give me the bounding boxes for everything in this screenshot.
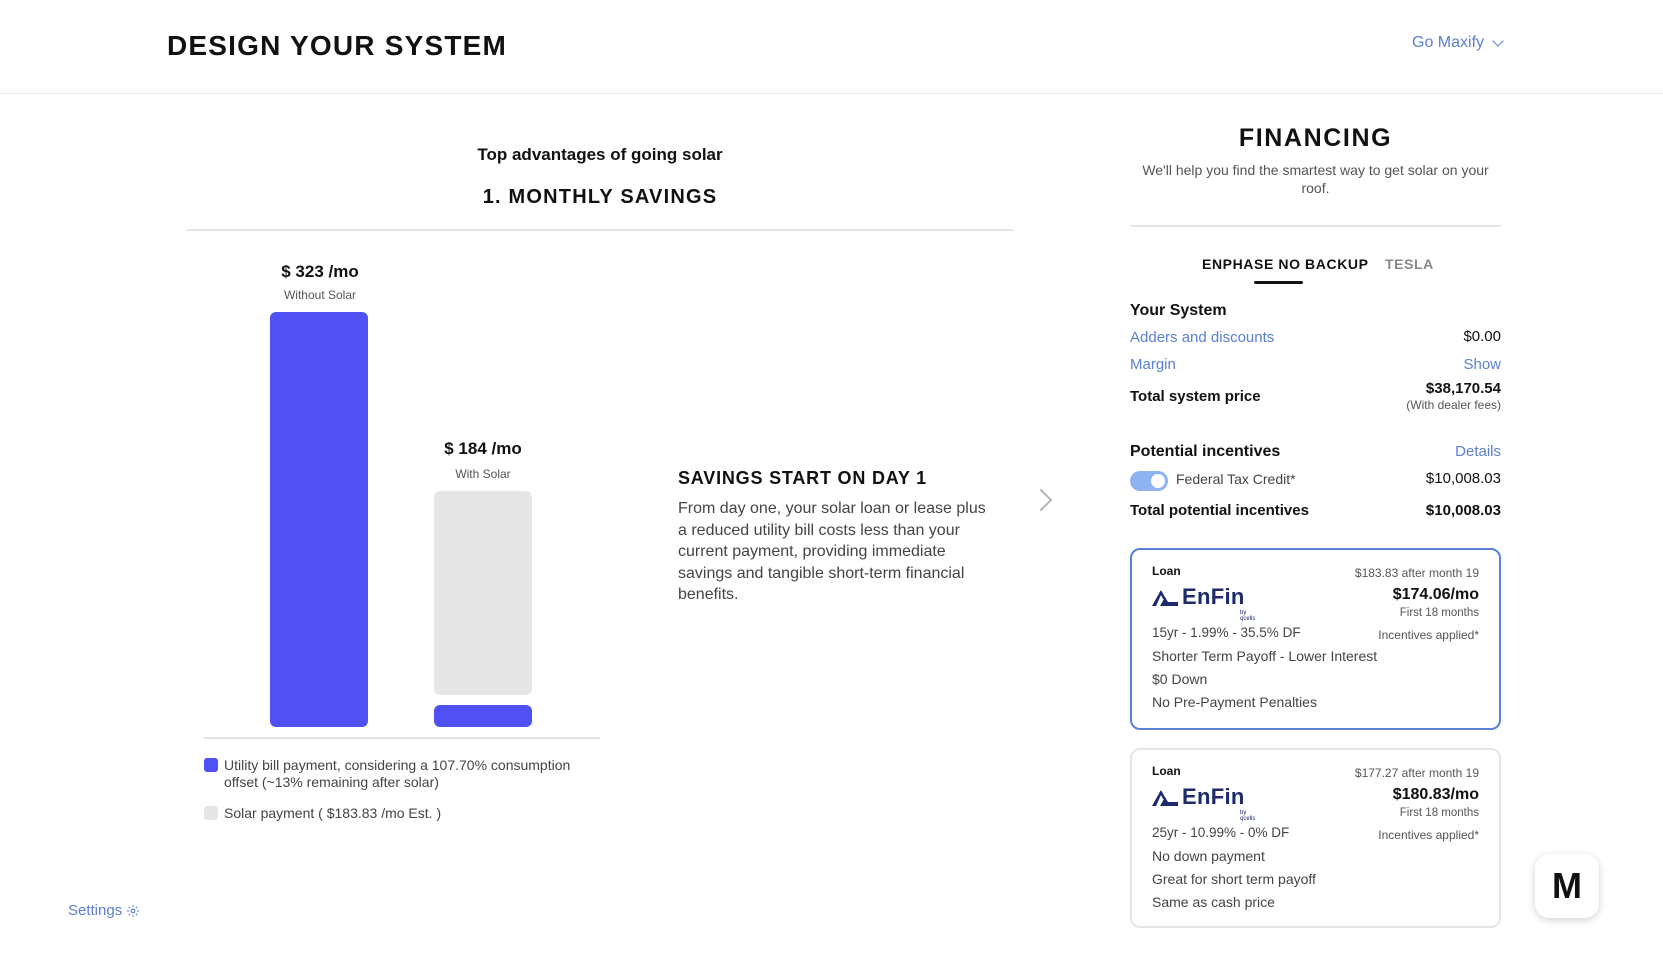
account-menu[interactable] [1412, 34, 1502, 52]
incentives-details-link[interactable]: Details [1455, 443, 1501, 460]
financing-title: FINANCING [1238, 124, 1393, 152]
with-solar-caption: With Solar [455, 466, 511, 481]
total-incentives-value: $10,008.03 [1425, 502, 1501, 519]
first-months-note: First 18 months [1399, 607, 1479, 619]
legend-solar-swatch [204, 806, 218, 820]
loan-card[interactable] [1130, 748, 1501, 928]
with-solar-utility-bar [434, 705, 532, 727]
first-months-note: First 18 months [1399, 807, 1479, 819]
legend-utility-swatch [204, 758, 218, 772]
without-solar-caption: Without Solar [283, 288, 357, 302]
provider-byline: by qcells [1240, 610, 1256, 622]
loan-feature: $0 Down [1152, 671, 1208, 687]
total-system-price-label: Total system price [1130, 388, 1261, 405]
margin-show-button[interactable]: Show [1463, 356, 1501, 373]
tab-enphase-no-backup[interactable]: ENPHASE NO BACKUP [1202, 256, 1369, 272]
after-month-note: $177.27 after month 19 [1354, 766, 1479, 780]
page-title: DESIGN YOUR SYSTEM [167, 30, 508, 61]
with-solar-value: $ 184 /mo [444, 438, 522, 458]
legend-solar-label: Solar payment ( $183.83 /mo Est. ) [224, 805, 442, 821]
legend-utility-label: Utility bill payment, considering a 107.70% consumption offset (~13% remaining after solar) [224, 757, 571, 790]
margin-link[interactable]: Margin [1130, 356, 1176, 373]
advantages-subtitle: Top advantages of going solar [477, 145, 723, 164]
provider-name: EnFin [1182, 784, 1245, 809]
provider-name: EnFin [1182, 584, 1245, 609]
enfin-logo-icon [1152, 588, 1178, 606]
legend-utility [204, 757, 604, 791]
chevron-down-icon [1492, 35, 1503, 46]
incentives-applied-note: Incentives applied* [1378, 628, 1479, 642]
without-solar-value: $ 323 /mo [281, 262, 359, 281]
loan-feature: Shorter Term Payoff - Lower Interest [1152, 648, 1378, 664]
settings-label: Settings [68, 902, 123, 919]
advantages-divider [186, 229, 1014, 231]
provider-byline: by qcells [1240, 810, 1256, 822]
financing-divider [1130, 225, 1501, 227]
enfin-logo [1152, 784, 1256, 822]
advantages-heading: 1. MONTHLY SAVINGS [482, 186, 718, 208]
monthly-payment: $180.83/mo [1392, 786, 1479, 803]
enfin-logo [1152, 584, 1256, 622]
account-menu-label: Go Maxify [1412, 34, 1485, 51]
federal-tax-credit-value: $10,008.03 [1425, 470, 1501, 487]
tab-tesla[interactable]: TESLA [1385, 256, 1434, 272]
loan-feature: No down payment [1152, 848, 1265, 864]
gear-icon [126, 904, 140, 918]
your-system-heading: Your System [1130, 302, 1227, 319]
potential-incentives-heading: Potential incentives [1130, 443, 1281, 460]
without-solar-bar [270, 312, 368, 727]
chat-launcher-button[interactable]: M [1535, 854, 1599, 918]
loan-card[interactable] [1130, 548, 1501, 730]
loan-terms: 25yr - 10.99% - 0% DF [1152, 825, 1290, 840]
loan-feature: Great for short term payoff [1152, 871, 1316, 887]
adders-discounts-link[interactable]: Adders and discounts [1130, 329, 1275, 346]
total-system-price-value: $38,170.54 [1425, 380, 1501, 397]
active-tab-indicator [1254, 281, 1303, 284]
legend-solar [204, 805, 604, 822]
chevron-right-icon[interactable] [1030, 489, 1053, 512]
total-incentives-label: Total potential incentives [1130, 502, 1309, 519]
chart-baseline [204, 737, 600, 739]
loan-type: Loan [1152, 564, 1181, 578]
federal-tax-credit-label: Federal Tax Credit* [1176, 471, 1296, 487]
savings-title: SAVINGS START ON DAY 1 [678, 468, 927, 488]
top-bar [0, 0, 1663, 94]
incentives-applied-note: Incentives applied* [1378, 828, 1479, 842]
total-system-price-note: (With dealer fees) [1406, 398, 1501, 412]
loan-feature: Same as cash price [1152, 894, 1275, 910]
toggle-knob [1151, 474, 1165, 488]
financing-subtitle: We'll help you find the smartest way to get solar on your roof. [1142, 162, 1489, 196]
federal-tax-credit-toggle[interactable] [1130, 471, 1168, 491]
loan-feature: No Pre-Payment Penalties [1152, 694, 1317, 710]
savings-body: From day one, your solar loan or lease plus a reduced utility bill costs less than your current payment, providing immediate savings and tangible short-term financial benefits. [678, 500, 986, 603]
enfin-logo-icon [1152, 788, 1178, 806]
loan-type: Loan [1152, 764, 1181, 778]
settings-link[interactable] [68, 902, 140, 919]
monthly-payment: $174.06/mo [1392, 586, 1479, 603]
after-month-note: $183.83 after month 19 [1354, 566, 1479, 580]
with-solar-payment-bar [434, 491, 532, 695]
loan-terms: 15yr - 1.99% - 35.5% DF [1152, 625, 1301, 640]
adders-discounts-value: $0.00 [1463, 328, 1501, 345]
